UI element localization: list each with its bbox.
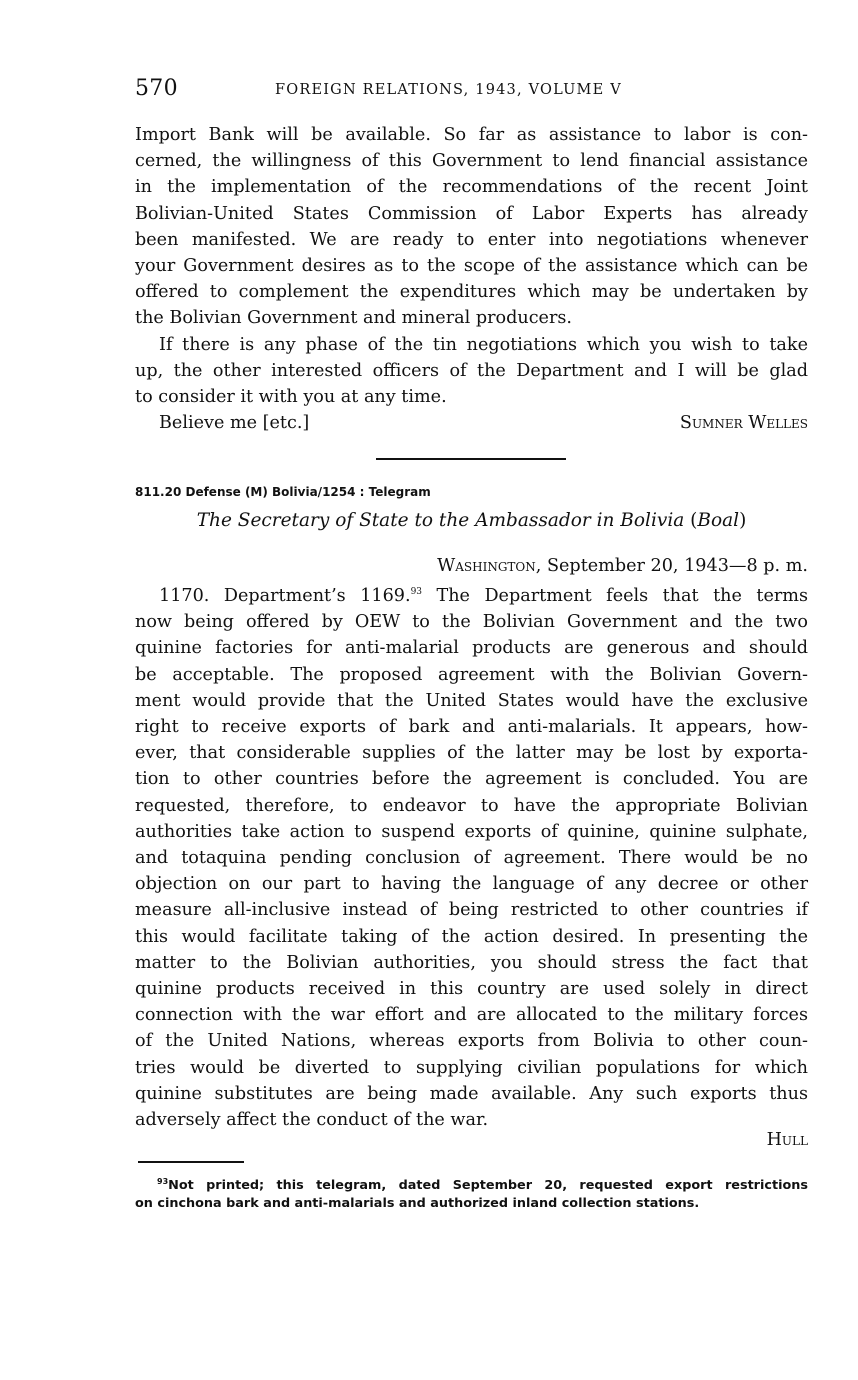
text-line: Import Bank will be available. So far as assistance to labor is con- (135, 125, 808, 145)
text-line: tion to other countries before the agreement is concluded. You are (135, 769, 808, 790)
section-divider (376, 458, 566, 460)
closing-paragraph (135, 332, 808, 411)
text-line: quinine products received in this country are used solely in direct (135, 979, 808, 1000)
continuation-paragraph (135, 122, 808, 332)
text-line: and totaquina pending conclusion of agreement. There would be no (135, 848, 808, 869)
text-line: Bolivian-United States Commission of Labor Experts has already (135, 203, 808, 224)
text-line: measure all-inclusive instead of being restricted to other countries if (135, 900, 808, 921)
signature: Hull (766, 1130, 808, 1150)
text-line (135, 583, 808, 609)
running-head: FOREIGN RELATIONS, 1943, VOLUME V (275, 82, 622, 98)
text-line: offered to complement the expenditures which may be undertaken by (135, 282, 808, 303)
first-line-start: 1170. Department’s 1169. (159, 586, 411, 606)
complimentary-close: Believe me [etc.] (159, 413, 310, 433)
text-line: in the implementation of the recommendations of the recent Joint (135, 177, 808, 198)
telegram-body (135, 583, 808, 1133)
text-line: matter to the Bolivian authorities, you should stress the fact that (135, 952, 808, 973)
footnote-ref[interactable]: 93 (410, 587, 423, 597)
text-line: now being offered by OEW to the Bolivian Government and the two (135, 612, 808, 633)
text-line: connection with the war effort and are allocated to the military forces (135, 1005, 808, 1026)
text-line: ment would provide that the United States would have the exclusive (135, 690, 808, 711)
text-line: cerned, the willingness of this Government to lend financial assistance (135, 151, 808, 172)
text-line: If there is any phase of the tin negotiations which you wish to take (159, 335, 808, 355)
footnote-marker: 93 (157, 1177, 169, 1186)
document-title (135, 508, 808, 534)
title-name: Boal (697, 510, 740, 531)
text-line: quinine factories for anti-malarial products are generous and should (135, 638, 808, 659)
footnote-divider (138, 1161, 244, 1163)
text-line: quinine substitutes are being made available. Any such exports thus (135, 1083, 808, 1104)
footnote-line: on cinchona bark and anti-malarials and authorized inland collection stations. (135, 1196, 700, 1211)
page-header (135, 76, 808, 108)
title-paren-close: ) (739, 510, 747, 531)
title-paren-open: ( (690, 510, 698, 531)
text-line: right to receive exports of bark and anti-malarials. It appears, how- (135, 717, 808, 738)
text-line: your Government desires as to the scope of the assistance which can be (135, 256, 808, 277)
text-line: ever, that considerable supplies of the latter may be lost by exporta- (135, 743, 808, 764)
text-line: adversely affect the conduct of the war. (135, 1110, 489, 1131)
footnote-text-1: Not printed; this telegram, dated September 20, requested export restrictions (168, 1178, 808, 1193)
title-main: The Secretary of State to the Ambassador in Bolivia (196, 510, 685, 531)
text-line: this would facilitate taking of the action desired. In presenting the (135, 926, 808, 947)
text-line: tries would be diverted to supplying civilian populations for which (135, 1057, 808, 1078)
text-line: objection on our part to having the language of any decree or other (135, 874, 808, 895)
footnote-line (135, 1177, 808, 1195)
text-line: requested, therefore, to endeavor to have the appropriate Bolivian (135, 795, 808, 816)
text-line: of the United Nations, whereas exports from Bolivia to other coun- (135, 1031, 808, 1052)
text-line: to consider it with you at any time. (135, 387, 447, 408)
page-number: 570 (135, 76, 178, 101)
closing-row (135, 410, 808, 436)
footnote (135, 1177, 808, 1213)
file-reference: 811.20 Defense (M) Bolivia/1254 : Telegram (135, 485, 431, 499)
text-line: be acceptable. The proposed agreement with the Bolivian Govern- (135, 664, 808, 685)
dateline-date: , September 20, 1943—8 p. m. (535, 556, 808, 576)
first-line-end: The Department feels that the terms (422, 586, 808, 606)
dateline (437, 553, 808, 579)
text-line: been manifested. We are ready to enter into negotiations whenever (135, 229, 808, 250)
dateline-place: Washington (437, 556, 536, 576)
text-line: up, the other interested officers of the Department and I will be glad (135, 361, 808, 382)
signer-name: Sumner Welles (679, 413, 808, 433)
text-line: the Bolivian Government and mineral producers. (135, 308, 572, 329)
text-line: authorities take action to suspend exports of quinine, quinine sulphate, (135, 821, 808, 842)
